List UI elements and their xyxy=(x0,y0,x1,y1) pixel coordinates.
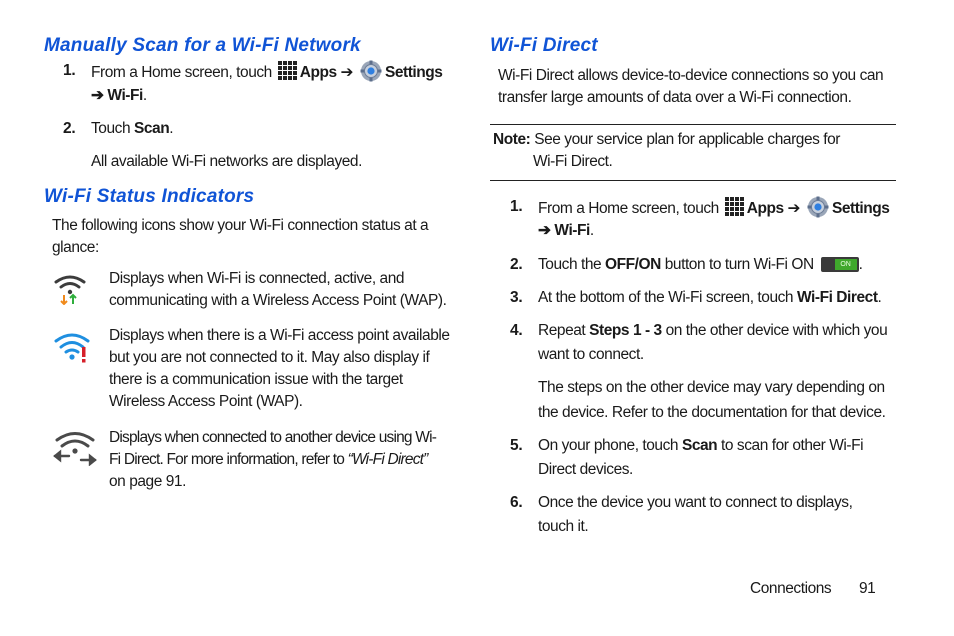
note-bottom-divider xyxy=(490,180,896,181)
status-intro-line-2: glance: xyxy=(52,239,99,256)
indicator-2-line-1: Displays when there is a Wi-Fi access point available xyxy=(109,327,450,344)
indicator-2-line-4: Wireless Access Point (WAP). xyxy=(109,393,303,410)
direct-step-6-line-1: Once the device you want to connect to displays, xyxy=(538,494,853,511)
footer-page-number: 91 xyxy=(859,580,876,597)
wifi-direct-intro-line-1: Wi-Fi Direct allows device-to-device connections so you can xyxy=(498,67,884,84)
direct-step-3: At the bottom of the Wi-Fi screen, touch Wi-Fi Direct. xyxy=(538,289,882,306)
wifi-direct-intro-line-2: transfer large amounts of data over a Wi-Fi connection. xyxy=(498,89,852,106)
settings-gear-icon xyxy=(807,196,829,218)
status-intro-line-1: The following icons show your Wi-Fi connection status at a xyxy=(52,217,429,234)
scan-step-2: Touch Scan. xyxy=(91,120,174,137)
heading-wifi-direct: Wi-Fi Direct xyxy=(490,35,598,56)
direct-step-4-line-1: Repeat Steps 1 - 3 on the other device with which you xyxy=(538,322,888,339)
apps-icon xyxy=(725,197,745,217)
direct-step-1-line-1: From a Home screen, touch Apps ➔ Settings xyxy=(538,196,889,220)
wifi-active-icon xyxy=(53,273,87,305)
indicator-3-line-1: Displays when connected to another device using Wi- xyxy=(109,429,437,446)
step-number: 4. xyxy=(510,322,523,339)
footer-section-name: Connections xyxy=(750,580,832,597)
settings-gear-icon xyxy=(360,60,382,82)
scan-step-1-line-2: ➔ Wi-Fi. xyxy=(91,87,147,104)
direct-step-2: Touch the OFF/ON button to turn Wi-Fi ON ON . xyxy=(538,256,863,273)
direct-step-4-line-2: want to connect. xyxy=(538,346,644,363)
step-number: 5. xyxy=(510,437,523,454)
indicator-3-line-3: on page 91. xyxy=(109,473,186,490)
step-number: 6. xyxy=(510,494,523,511)
direct-step-5-line-2: Direct devices. xyxy=(538,461,633,478)
indicator-3-line-2: Fi Direct. For more information, refer to “Wi-Fi Direct” xyxy=(109,451,428,468)
direct-step-1-line-2: ➔ Wi-Fi. xyxy=(538,222,594,239)
step-number: 3. xyxy=(510,289,523,306)
note-label: Note: xyxy=(493,131,531,148)
indicator-2-line-3: there is a communication issue with the target xyxy=(109,371,403,388)
scan-result-note: All available Wi-Fi networks are displayed. xyxy=(91,153,362,170)
step-number: 2. xyxy=(63,120,76,137)
direct-step-6-line-2: touch it. xyxy=(538,518,589,535)
step-number: 2. xyxy=(510,256,523,273)
note-line-2: Wi-Fi Direct. xyxy=(533,153,613,170)
note-top-divider xyxy=(490,124,896,125)
step-number: 1. xyxy=(510,198,523,215)
heading-status-indicators: Wi-Fi Status Indicators xyxy=(44,186,255,207)
note-line-1: Note: See your service plan for applicable charges for xyxy=(493,131,841,148)
direct-step-5-line-1: On your phone, touch Scan to scan for other Wi-Fi xyxy=(538,437,864,454)
wifi-direct-icon xyxy=(52,430,98,466)
direct-step-4-note-1: The steps on the other device may vary depending on xyxy=(538,379,885,396)
wifi-on-toggle-icon: ON xyxy=(821,257,859,272)
indicator-1-line-2: communicating with a Wireless Access Point (WAP). xyxy=(109,292,447,309)
wifi-no-internet-icon xyxy=(53,331,91,363)
apps-icon xyxy=(278,61,298,81)
wifi-direct-link[interactable]: “Wi-Fi Direct” xyxy=(347,451,428,468)
step-number: 1. xyxy=(63,62,76,79)
indicator-1-line-1: Displays when Wi-Fi is connected, active, and xyxy=(109,270,405,287)
heading-manual-scan: Manually Scan for a Wi-Fi Network xyxy=(44,35,361,56)
indicator-2-line-2: but you are not connected to it. May also display if xyxy=(109,349,430,366)
scan-step-1-line-1: From a Home screen, touch Apps ➔ Settings xyxy=(91,60,442,84)
direct-step-4-note-2: the device. Refer to the documentation for that device. xyxy=(538,404,886,421)
